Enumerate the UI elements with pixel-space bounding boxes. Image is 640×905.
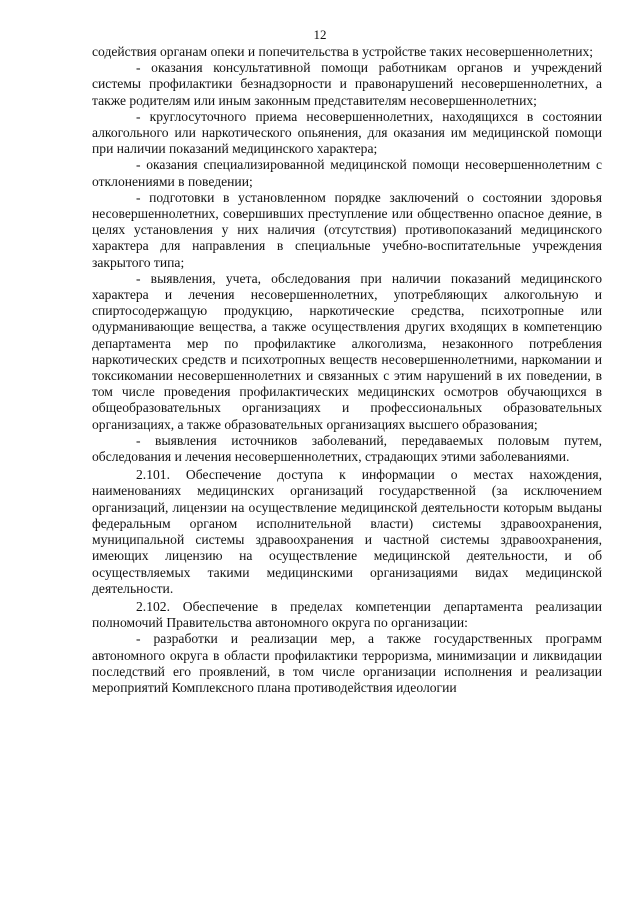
- list-item: - оказания консультативной помощи работникам органов и учреждений системы профилактики безнадзорности и правонарушений несовершеннолетних, а также родителям или иным законным представителям несовершеннолетних;: [92, 60, 602, 108]
- list-item: - выявления источников заболеваний, передаваемых половым путем, обследования и лечения несовершеннолетних, страдающих этими заболеваниями.: [92, 432, 602, 465]
- page-number: 12: [313, 27, 327, 42]
- section-2-101: 2.101. Обеспечение доступа к информации о местах нахождения, наименованиях медицинских организаций государственной (за исключением организаций, лицензии на осуществление медицинской деятельности которым выданы федеральным органом исполнительной власти) системы здравоохранения, муниципальной системы здравоохранения и частной системы здравоохранения, имеющих лицензию на осуществление медицинской деятельности, и об осуществляемых такими медицинскими организациями видах медицинской деятельности.: [92, 467, 602, 596]
- list-item: - круглосуточного приема несовершеннолетних, находящихся в состоянии алкогольного или наркотического опьянения, для оказания им медицинской помощи при наличии показаний медицинского характера;: [92, 108, 602, 157]
- list-item: - выявления, учета, обследования при наличии показаний медицинского характера и лечения несовершеннолетних, употребляющих алкогольную и спиртосодержащую продукцию, наркотические средства, психотропные или одурманивающие вещества, а также осуществления других входящих в компетенцию департамента мер по профилактике алкоголизма, незаконного потребления наркотических средств и психотропных веществ несовершеннолетними, наркомании и токсикомании несовершеннолетних и связанных с этим нарушений в их поведении, в том числе проведения профилактических медицинских осмотров обучающихся в общеобразовательных организациях и профессиональных образовательных организациях, а также образовательных организациях высшего образования;: [92, 270, 602, 432]
- list-item: - разработки и реализации мер, а также государственных программ автономного округа в области профилактики терроризма, минимизации и ликвидации последствий его проявлений, в том числе организации исполнения и реализации мероприятий Комплексного плана противодействия идеологии: [92, 631, 602, 695]
- list-item: - оказания специализированной медицинской помощи несовершеннолетним с отклонениями в поведении;: [92, 157, 602, 189]
- section-2-102: 2.102. Обеспечение в пределах компетенции департамента реализации полномочий Правительства автономного округа по организации:: [92, 598, 602, 631]
- document-body: [92, 44, 602, 696]
- list-item: - подготовки в установленном порядке заключений о состоянии здоровья несовершеннолетних, совершивших преступление или общественно опасное деяние, в целях установления у них наличия (отсутствия) противопоказаний медицинского характера для направления в специальные учебно-воспитательные учреждения закрытого типа;: [92, 189, 602, 270]
- paragraph: содействия органам опеки и попечительства в устройстве таких несовершеннолетних;: [92, 44, 594, 59]
